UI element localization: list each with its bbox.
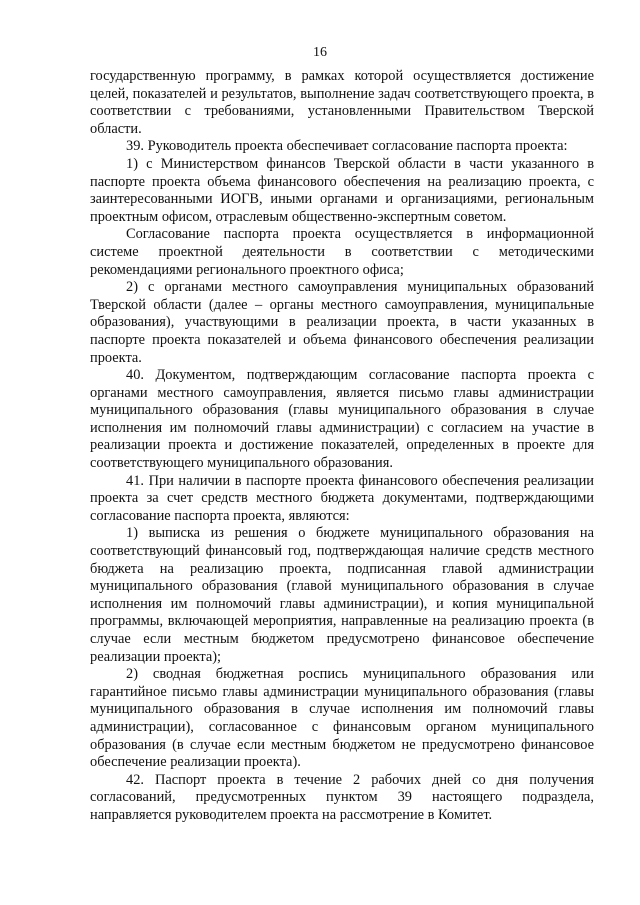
paragraph-39-subitem-2: 2) с органами местного самоуправления муниципальных образований Тверской области (далее – органы местного самоуправления, муниципальные образования), участвующими в реализации проекта, в части указанных в паспорте проекта показателей и объема финансового обеспечения реализации проекта. xyxy=(90,279,594,366)
paragraph-39-subitem-1: 1) с Министерством финансов Тверской области в части указанного в паспорте проекта объема финансового обеспечения на реализацию проекта, с заинтересованными ИОГВ, иными органами и организациями, региональным проектным офисом, отраслевым общественно-экспертным советом. xyxy=(90,155,594,225)
paragraph-item-42: 42. Паспорт проекта в течение 2 рабочих дней со дня получения согласований, предусмотренных пунктом 39 настоящего подраздела, направляется руководителем проекта на рассмотрение в Комитет. xyxy=(90,771,594,823)
page-number: 16 xyxy=(313,45,327,60)
paragraph-item-40: 40. Документом, подтверждающим согласование паспорта проекта с органами местного самоуправления, является письмо главы администрации муниципального образования (главы муниципального образования в случае исполнения им полномочий главы администрации) с согласием на участие в реализации проекта и достижение показателей, определенных в проекте для соответствующего муниципального образования. xyxy=(90,367,594,472)
paragraph-41-subitem-1: 1) выписка из решения о бюджете муниципального образования на соответствующий финансовый год, подтверждающая наличие средств местного бюджета на реализацию проекта, подписанная главой администрации муниципального образования (главой муниципального образования в случае исполнения им полномочий главы администрации), и копия муниципальной программы, включающей мероприятия, направленные на реализацию проекта (в случае если местным бюджетом предусмотрено финансовое обеспечение реализации проекта); xyxy=(90,525,594,665)
paragraph-39-approval-note: Согласование паспорта проекта осуществляется в информационной системе проектной деятельности в соответствии с методическими рекомендациями регионального проектного офиса; xyxy=(90,226,594,278)
paragraph-item-41: 41. При наличии в паспорте проекта финансового обеспечения реализации проекта за счет средств местного бюджета документами, подтверждающими согласование паспорта проекта, являются: xyxy=(90,472,594,524)
paragraph-item-39: 39. Руководитель проекта обеспечивает согласование паспорта проекта: xyxy=(126,138,568,155)
paragraph-continuation: государственную программу, в рамках которой осуществляется достижение целей, показателей и результатов, выполнение задач соответствующего проекта, в соответствии с требованиями, установленными Правительством Тверской области. xyxy=(90,68,594,137)
document-body xyxy=(90,68,594,825)
paragraph-41-subitem-2: 2) сводная бюджетная роспись муниципального образования или гарантийное письмо главы администрации муниципального образования (главы муниципального образования в случае исполнения им полномочий главы администрации), согласованное с финансовым органом муниципального образования (в случае если местным бюджетом не предусмотрено финансовое обеспечение реализации проекта). xyxy=(90,666,594,771)
